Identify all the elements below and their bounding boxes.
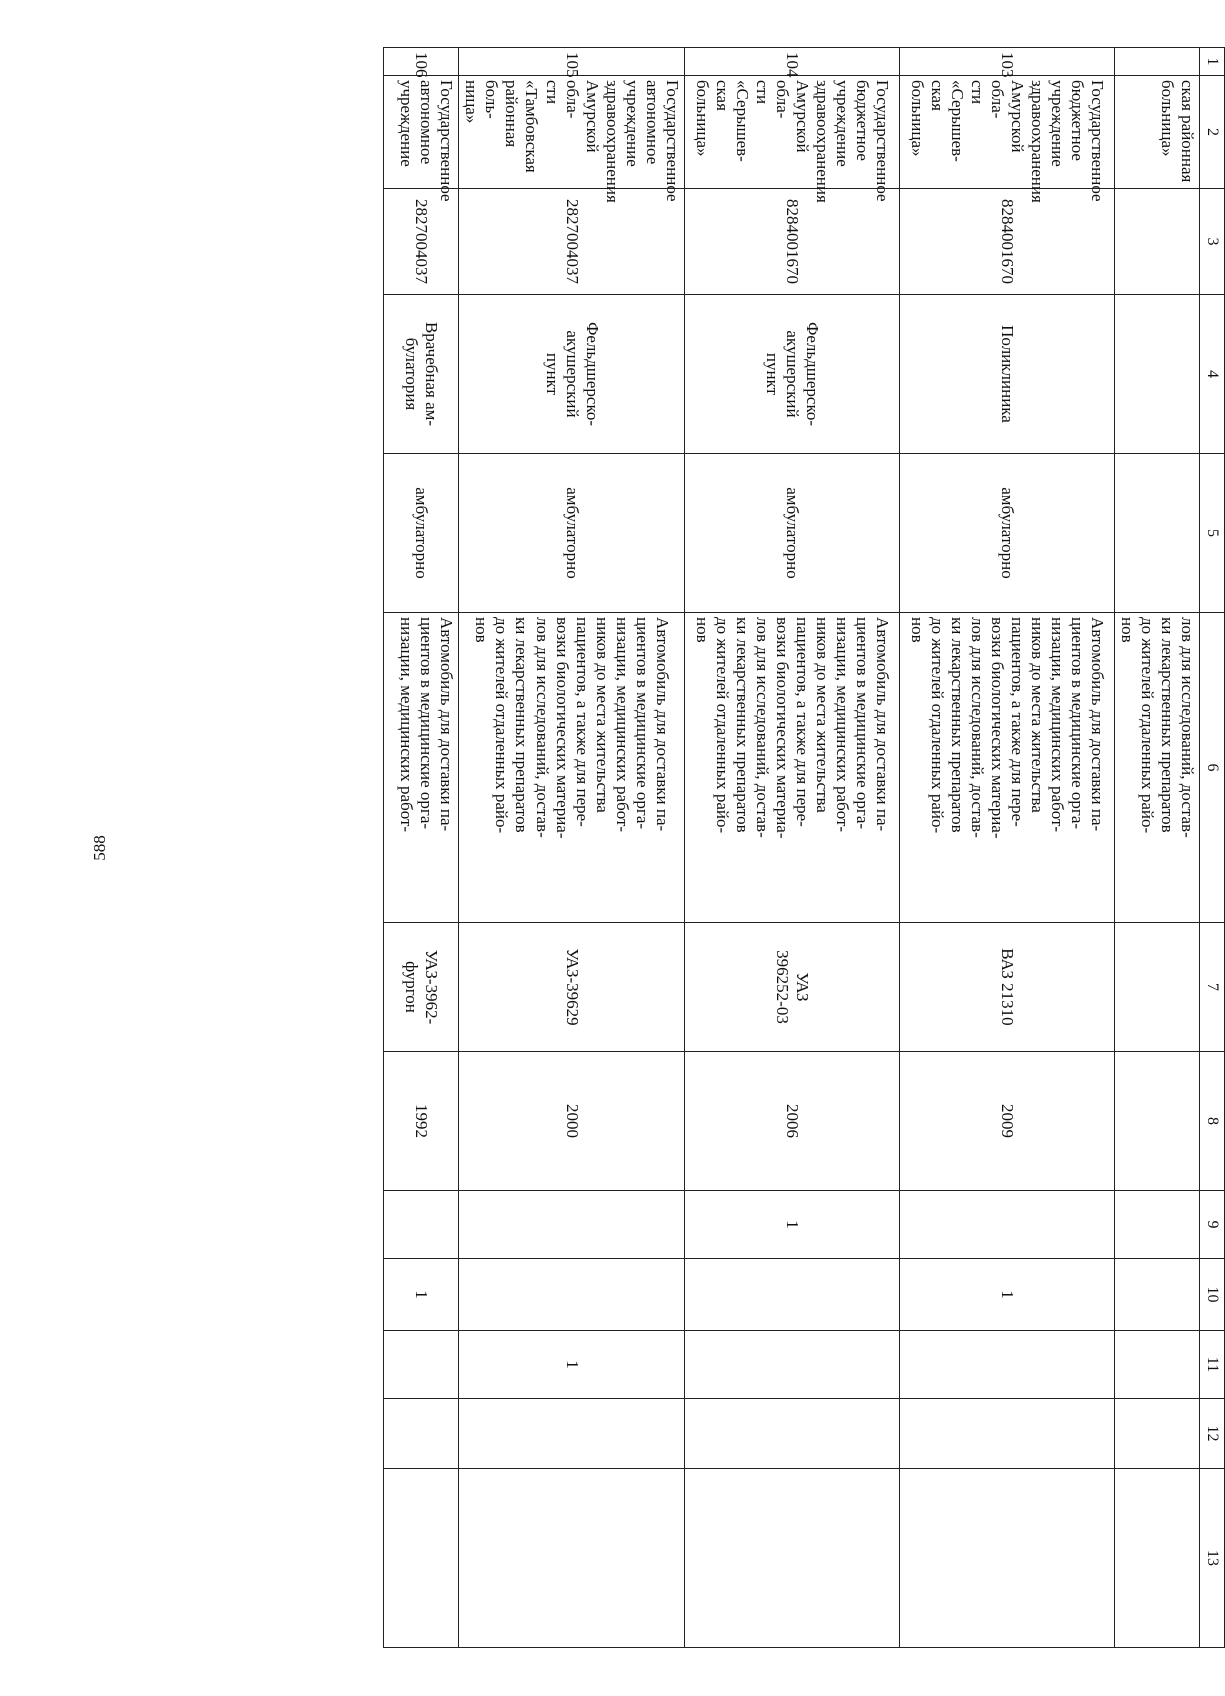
cell-year: 2009 — [899, 1052, 1114, 1191]
cell-purpose: Автомобиль для доставки па- циентов в медицинские орга- низации, медицинских работ- ников до места жительства пациентов, а также для пере- возки биологических материа- лов для исследований, достав- ки лекарственных препаратов до жителей отдаленных райо- нов — [684, 613, 899, 923]
cell-c13 — [384, 1469, 459, 1648]
col-header: 6 — [1200, 613, 1225, 923]
cell-c10 — [459, 1259, 685, 1331]
col-header: 4 — [1200, 295, 1225, 454]
cell-c11 — [384, 1331, 459, 1399]
col-header: 7 — [1200, 923, 1225, 1052]
cell-inn: 2827004037 — [384, 189, 459, 295]
cell-mode: амбулаторно — [899, 454, 1114, 613]
cell-mode: амбулаторно — [684, 454, 899, 613]
cell-c13 — [684, 1469, 899, 1648]
col-header: 9 — [1200, 1191, 1225, 1259]
cell-c12 — [899, 1399, 1114, 1469]
cell-unit: Врачебная ам- булатория — [384, 295, 459, 454]
cell-num: 106 — [384, 48, 459, 76]
table-row-continuation — [1114, 48, 1199, 1648]
col-header: 3 — [1200, 189, 1225, 295]
cell-num: 105 — [459, 48, 685, 76]
cell-org: Государственное автономное учреждение — [384, 76, 459, 189]
col-header: 12 — [1200, 1399, 1225, 1469]
cell-c12 — [684, 1399, 899, 1469]
cell-num: 104 — [684, 48, 899, 76]
cell-c9 — [384, 1191, 459, 1259]
rotated-table-container — [195, 47, 1225, 1647]
cell-model: УАЗ-3962- фургон — [384, 923, 459, 1052]
cell-c11 — [684, 1331, 899, 1399]
cell-year: 1992 — [384, 1052, 459, 1191]
cell-mode: амбулаторно — [459, 454, 685, 613]
cell-org: Государственное бюджетное учреждение здравоохранения Амурской обла- сти «Серышев- ская больница» — [684, 76, 899, 189]
cell-c10: 1 — [899, 1259, 1114, 1331]
cell-purpose: Автомобиль для доставки па- циентов в медицинские орга- низации, медицинских работ- — [384, 613, 459, 923]
cell-c13 — [899, 1469, 1114, 1648]
col-header: 1 — [1200, 48, 1225, 76]
cell-c9 — [899, 1191, 1114, 1259]
vehicle-table — [383, 47, 1225, 1648]
cell-unit: Поликлиника — [899, 295, 1114, 454]
page-number: 588 — [90, 835, 109, 861]
col-header: 11 — [1200, 1331, 1225, 1399]
col-header: 8 — [1200, 1052, 1225, 1191]
cell-purpose: Автомобиль для доставки па- циентов в медицинские орга- низации, медицинских работ- ников до места жительства пациентов, а также для пере- возки биологических материа- лов для исследований, достав- ки лекарственных препаратов до жителей отдаленных райо- нов — [459, 613, 685, 923]
col-header: 13 — [1200, 1469, 1225, 1648]
cell-c11 — [1114, 1331, 1199, 1399]
cell-purpose: лов для исследований, достав- ки лекарственных препаратов до жителей отдаленных райо- нов — [1114, 613, 1199, 923]
cell-c12 — [1114, 1399, 1199, 1469]
cell-c11: 1 — [459, 1331, 685, 1399]
table-row-104 — [684, 48, 899, 1648]
cell-c9 — [459, 1191, 685, 1259]
cell-inn: 8284001670 — [684, 189, 899, 295]
col-header: 5 — [1200, 454, 1225, 613]
cell-model: ВАЗ 21310 — [899, 923, 1114, 1052]
cell-num: 103 — [899, 48, 1114, 76]
cell-model: УАЗ-39629 — [459, 923, 685, 1052]
cell-org: ская районная больница» — [1114, 76, 1199, 189]
cell-num — [1114, 48, 1199, 76]
cell-c9 — [1114, 1191, 1199, 1259]
cell-c12 — [384, 1399, 459, 1469]
cell-org: Государственное автономное учреждение здравоохранения Амурской обла- сти «Тамбовская районная боль- ница» — [459, 76, 685, 189]
cell-year: 2006 — [684, 1052, 899, 1191]
cell-unit — [1114, 295, 1199, 454]
table-row-105 — [459, 48, 685, 1648]
cell-inn — [1114, 189, 1199, 295]
col-header: 2 — [1200, 76, 1225, 189]
table-row-103 — [899, 48, 1114, 1648]
cell-year: 2000 — [459, 1052, 685, 1191]
table-row-106 — [384, 48, 459, 1648]
cell-c13 — [1114, 1469, 1199, 1648]
cell-c13 — [459, 1469, 685, 1648]
cell-c11 — [899, 1331, 1114, 1399]
cell-purpose: Автомобиль для доставки па- циентов в медицинские орга- низации, медицинских работ- ников до места жительства пациентов, а также для пере- возки биологических материа- лов для исследований, достав- ки лекарственных препаратов до жителей отдаленных райо- нов — [899, 613, 1114, 923]
column-number-row — [1200, 48, 1225, 1648]
cell-unit: Фельдшерско- акушерский пункт — [684, 295, 899, 454]
cell-model — [1114, 923, 1199, 1052]
cell-mode — [1114, 454, 1199, 613]
cell-org: Государственное бюджетное учреждение здравоохранения Амурской обла- сти «Серышев- ская больница» — [899, 76, 1114, 189]
cell-unit: Фельдшерско- акушерский пункт — [459, 295, 685, 454]
cell-year — [1114, 1052, 1199, 1191]
cell-model: УАЗ 396252-03 — [684, 923, 899, 1052]
cell-inn: 8284001670 — [899, 189, 1114, 295]
cell-inn: 2827004037 — [459, 189, 685, 295]
col-header: 10 — [1200, 1259, 1225, 1331]
cell-c9: 1 — [684, 1191, 899, 1259]
cell-c10 — [1114, 1259, 1199, 1331]
cell-c10 — [684, 1259, 899, 1331]
cell-mode: амбулаторно — [384, 454, 459, 613]
cell-c10: 1 — [384, 1259, 459, 1331]
cell-c12 — [459, 1399, 685, 1469]
